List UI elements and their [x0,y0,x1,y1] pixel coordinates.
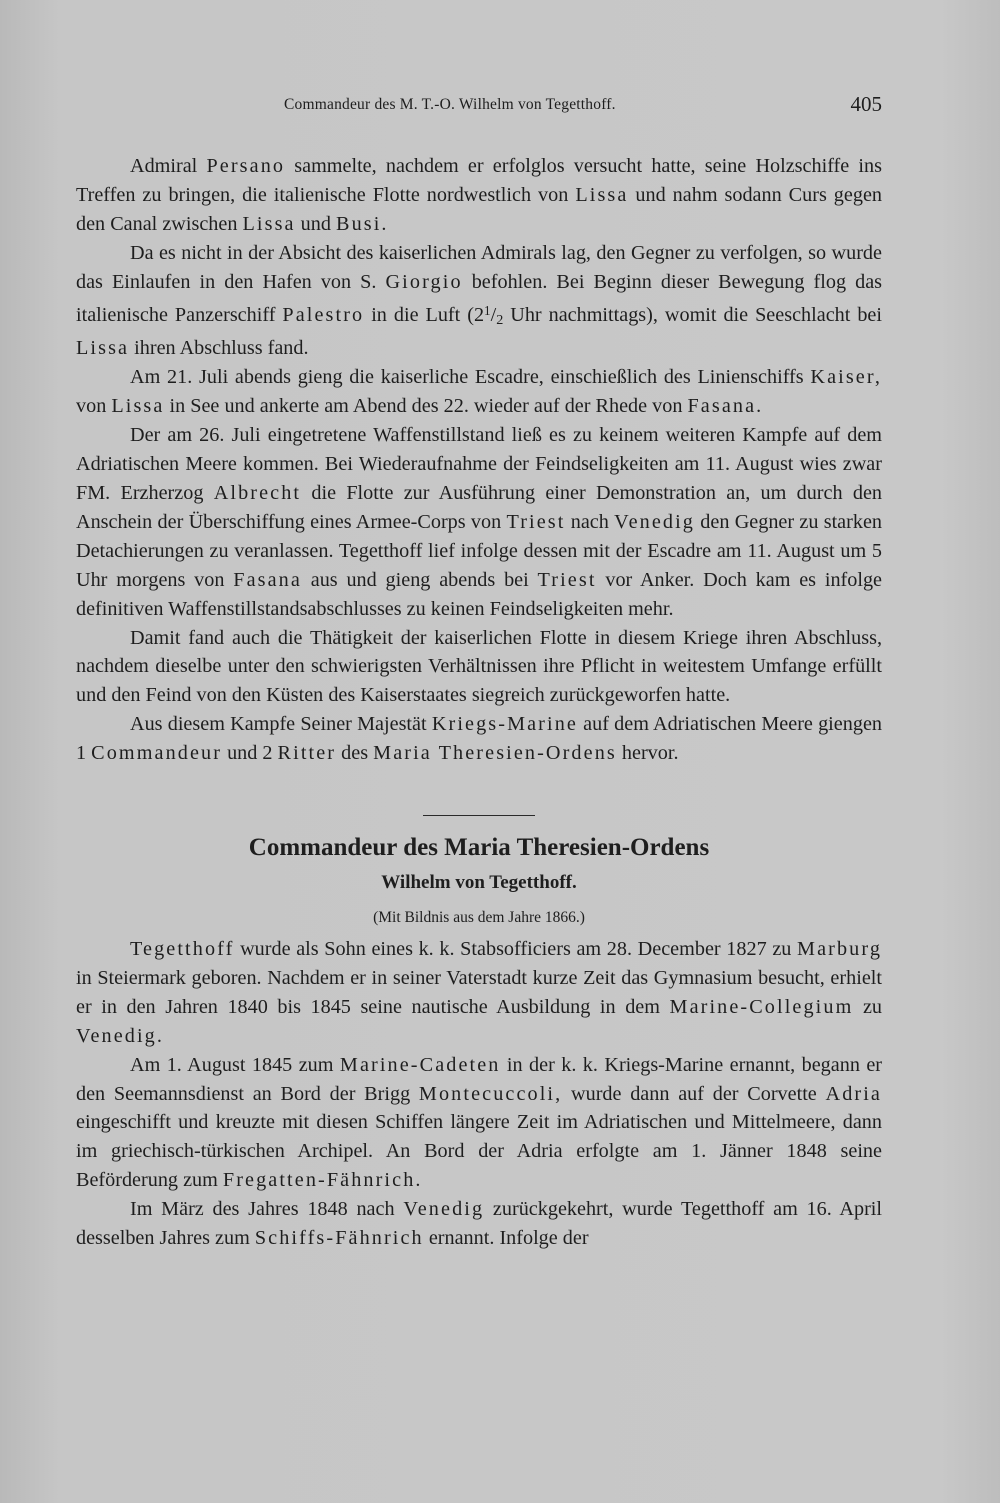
section-title: Commandeur des Maria Theresien-Ordens [248,834,710,862]
running-head: Commandeur des M. T.-O. Wilhelm von Tegetthoff. [284,96,616,113]
paragraph: Im März des Jahres 1848 nach Venedig zurückgekehrt, wurde Tegetthoff am 16. April desselben Jahres zum Schiffs-Fähnrich ernannt. Infolge der [76,1198,883,1250]
paragraph: Aus diesem Kampfe Seiner Majestät Kriegs-Marine auf dem Adriatischen Meere giengen 1 Commandeur und 2 Ritter des Maria Theresien-Ordens hervor. [76,713,882,765]
paragraph: Tegetthoff wurde als Sohn eines k. k. Stabsofficiers am 28. December 1827 zu Marburg in Steiermark geboren. Nachdem er in seiner Vaterstadt kurze Zeit das Gymnasium besucht, erhielt er in den Jahren 1840 bis 1845 seine nautische Ausbildung in dem Marine-Collegium zu Venedig. [76,938,883,1047]
paragraph: Am 21. Juli abends gieng die kaiserliche Escadre, einschießlich des Linienschiffs Kaiser, von Lissa in See und ankerte am Abend des 22. wieder auf der Rhede von Fasana. [76,366,883,418]
portrait-caption: (Mit Bildnis aus dem Jahre 1866.) [373,909,585,927]
section-subtitle: Wilhelm von Tegetthoff. [381,872,577,894]
page-number: 405 [850,92,882,116]
body-text [76,152,882,1253]
paragraph: Damit fand auch die Thätigkeit der kaiserlichen Flotte in diesem Kriege ihren Abschluss, nachdem dieselbe unter den schwierigsten Verhältnissen ihre Pflicht in weitestem Umfange erfüllt und den Feind von den Küsten des Kaiserstaates siegreich zurückgeworfen hatte. [76,626,882,707]
paragraph: Am 1. August 1845 zum Marine-Cadeten in der k. k. Kriegs-Marine ernannt, begann er den Seemannsdienst an Bord der Brigg Montecuccoli, wurde dann auf der Corvette Adria eingeschifft und kreuzte mit diesen Schiffen längere Zeit im Adriatischen und Mittelmeere, dann im griechisch-türkischen Archipel. An Bord der Adria erfolgte am 1. Jänner 1848 seine Beförderung zum Fregatten-Fähnrich. [76,1053,883,1192]
page-header [76,94,882,124]
section-divider [423,815,535,816]
paragraph: Der am 26. Juli eingetretene Waffenstillstand ließ es zu keinem weiteren Kampfe auf dem Adriatischen Meere kommen. Bei Wiederaufnahme der Feindseligkeiten am 11. August wies zwar FM. Erzherzog Albrecht die Flotte zur Ausführung einer Demonstration an, um durch den Anschein der Überschiffung eines Armee-Corps von Triest nach Venedig den Gegner zu starken Detachierungen zu veranlassen. Tegetthoff lief infolge dessen mit der Escadre am 11. August um 5 Uhr morgens von Fasana aus und gieng abends bei Triest vor Anker. Doch kam es infolge definitiven Waffenstillstandsabschlusses zu keinen Feindseligkeiten mehr. [76,424,883,620]
paragraph: Da es nicht in der Absicht des kaiserlichen Admirals lag, den Gegner zu verfolgen, so wurde das Einlaufen in den Hafen von S. Giorgio befohlen. Bei Beginn dieser Bewegung flog das italienische Panzerschiff Palestro in die Luft ($2^1/_2$ Uhr nachmittags), womit die Seeschlacht bei Lissa ihren Abschluss fand. [76,241,883,360]
paragraph: Admiral Persano sammelte, nachdem er erfolglos versucht hatte, seine Holzschiffe ins Treffen zu bringen, die italienische Flotte nordwestlich von Lissa und nahm sodann Curs gegen den Canal zwischen Lissa und Busi. [76,155,883,235]
